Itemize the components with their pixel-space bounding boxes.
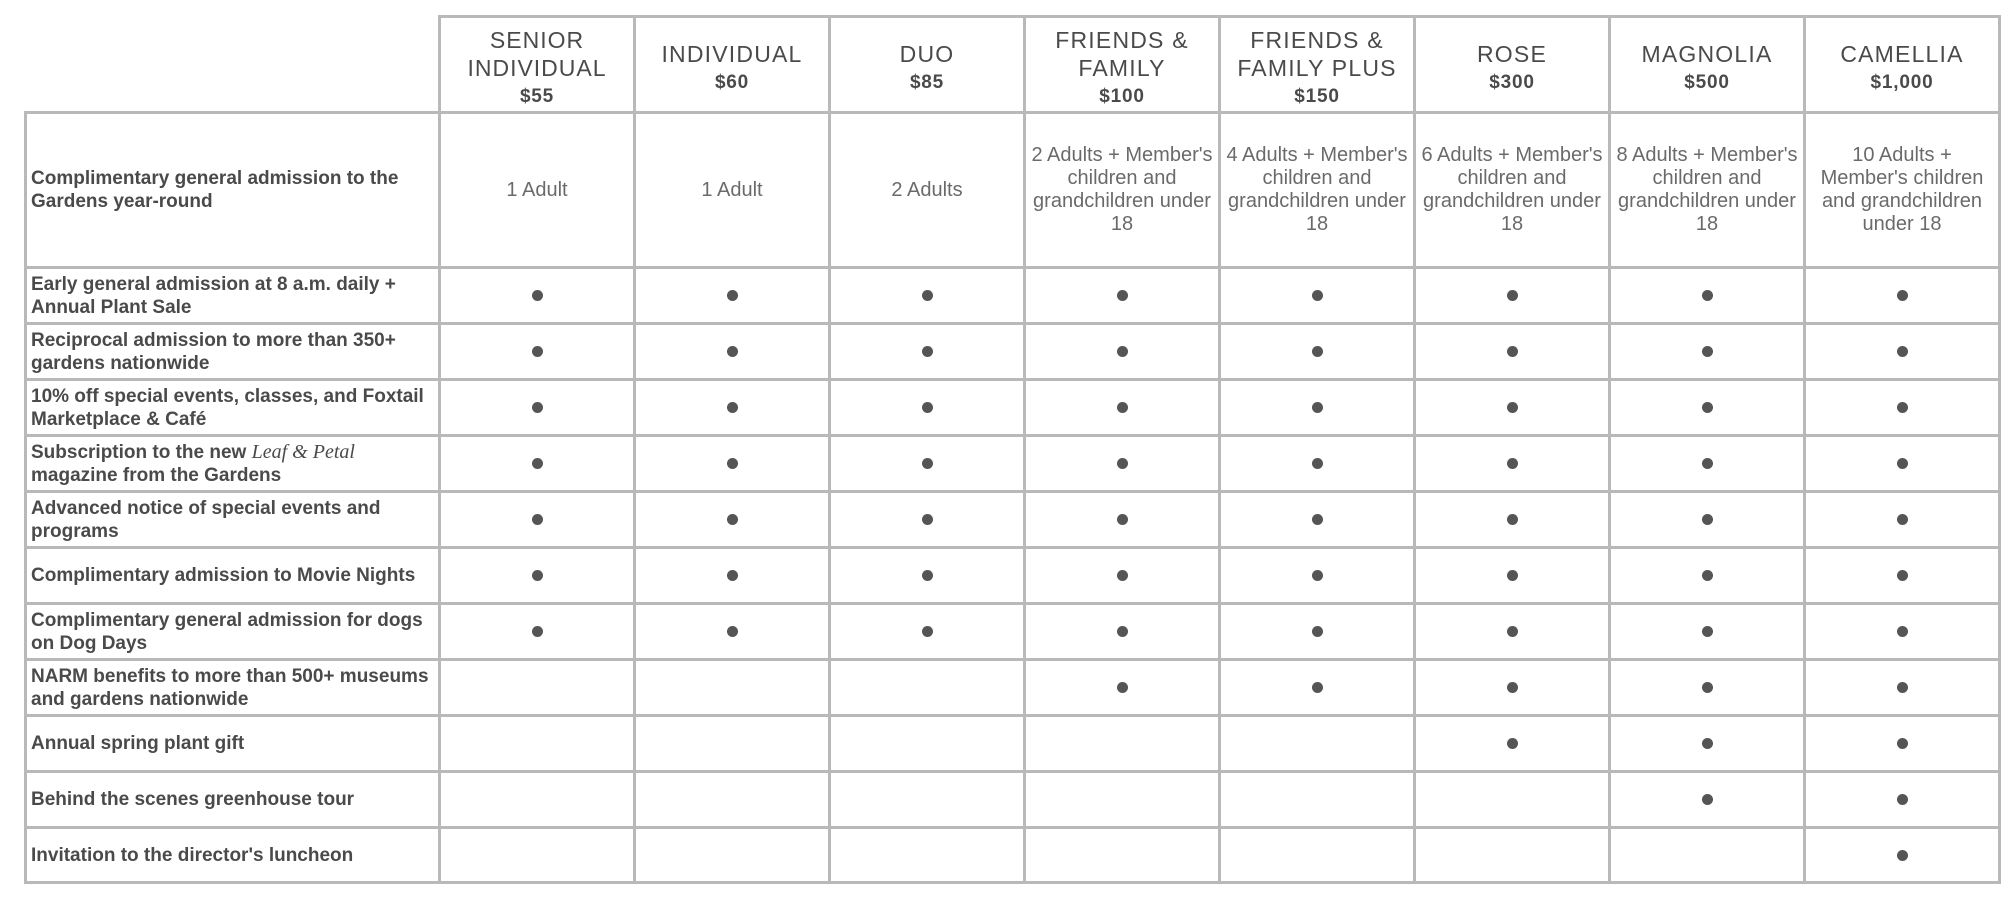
benefit-label-text: Subscription to the new [31, 441, 252, 463]
benefit-included-cell [830, 380, 1025, 436]
filled-dot-icon [1702, 682, 1713, 693]
benefit-included-cell [1220, 268, 1415, 324]
benefit-row [26, 772, 2000, 828]
benefit-included-cell [635, 604, 830, 660]
benefit-included-cell [1805, 268, 2000, 324]
benefit-empty-cell [1220, 772, 1415, 828]
benefit-included-cell [635, 380, 830, 436]
filled-dot-icon [1897, 570, 1908, 581]
filled-dot-icon [1702, 570, 1713, 581]
benefit-empty-cell [1610, 828, 1805, 883]
benefit-label: Early general admission at 8 a.m. daily + Annual Plant Sale [26, 268, 440, 324]
benefit-included-cell [1220, 548, 1415, 604]
filled-dot-icon [532, 514, 543, 525]
benefit-empty-cell [635, 772, 830, 828]
benefit-included-cell [1805, 380, 2000, 436]
filled-dot-icon [532, 402, 543, 413]
benefit-empty-cell [1415, 772, 1610, 828]
benefit-included-cell [635, 548, 830, 604]
filled-dot-icon [1897, 402, 1908, 413]
tier-price: $150 [1294, 85, 1340, 107]
filled-dot-icon [922, 514, 933, 525]
benefit-label: Reciprocal admission to more than 350+ gardens nationwide [26, 324, 440, 380]
benefit-included-cell [1805, 604, 2000, 660]
benefit-included-cell [635, 324, 830, 380]
benefit-included-cell [1805, 324, 2000, 380]
benefit-included-cell [1415, 492, 1610, 548]
benefit-included-cell [1805, 436, 2000, 492]
benefit-empty-cell [830, 772, 1025, 828]
benefit-included-cell [1610, 772, 1805, 828]
benefit-label: Complimentary general admission to the Gardens year-round [26, 113, 440, 268]
benefit-included-cell [1415, 716, 1610, 772]
benefit-rows [26, 113, 2000, 883]
filled-dot-icon [1702, 402, 1713, 413]
benefit-empty-cell [440, 716, 635, 772]
tier-header-magnolia [1610, 17, 1805, 113]
tier-name: SENIOR INDIVIDUAL [467, 26, 607, 81]
filled-dot-icon [1897, 290, 1908, 301]
tier-price: $500 [1684, 71, 1730, 93]
benefit-row [26, 548, 2000, 604]
filled-dot-icon [1897, 738, 1908, 749]
benefit-included-cell [1025, 660, 1220, 716]
tier-price: $55 [519, 85, 555, 107]
benefit-value: 6 Adults + Member's children and grandchildren under 18 [1415, 113, 1610, 268]
filled-dot-icon [727, 514, 738, 525]
filled-dot-icon [727, 570, 738, 581]
benefit-included-cell [830, 324, 1025, 380]
filled-dot-icon [1117, 626, 1128, 637]
filled-dot-icon [1507, 346, 1518, 357]
benefit-row [26, 113, 2000, 268]
filled-dot-icon [532, 570, 543, 581]
benefit-included-cell [1415, 660, 1610, 716]
magazine-title: Leaf & Petal [251, 440, 355, 463]
benefit-label [26, 436, 440, 492]
filled-dot-icon [727, 290, 738, 301]
benefit-included-cell [1610, 604, 1805, 660]
benefit-included-cell [440, 436, 635, 492]
benefit-value: 10 Adults + Member's children and grandchildren under 18 [1805, 113, 2000, 268]
benefit-label: Complimentary admission to Movie Nights [26, 548, 440, 604]
benefit-included-cell [1220, 324, 1415, 380]
benefit-empty-cell [830, 660, 1025, 716]
benefit-empty-cell [440, 828, 635, 883]
benefit-included-cell [440, 268, 635, 324]
filled-dot-icon [1312, 514, 1323, 525]
filled-dot-icon [1897, 682, 1908, 693]
benefit-included-cell [830, 268, 1025, 324]
benefit-included-cell [1610, 716, 1805, 772]
filled-dot-icon [1897, 626, 1908, 637]
benefit-label: NARM benefits to more than 500+ museums and gardens nationwide [26, 660, 440, 716]
filled-dot-icon [922, 290, 933, 301]
filled-dot-icon [922, 570, 933, 581]
benefit-label: Invitation to the director's luncheon [26, 828, 440, 883]
benefit-included-cell [635, 436, 830, 492]
benefit-included-cell [1220, 380, 1415, 436]
benefit-empty-cell [635, 828, 830, 883]
filled-dot-icon [1897, 794, 1908, 805]
filled-dot-icon [1507, 626, 1518, 637]
benefit-empty-cell [830, 716, 1025, 772]
filled-dot-icon [1702, 626, 1713, 637]
benefit-included-cell [830, 492, 1025, 548]
filled-dot-icon [1897, 850, 1908, 861]
benefit-included-cell [440, 324, 635, 380]
benefit-value: 2 Adults + Member's children and grandchildren under 18 [1025, 113, 1220, 268]
benefit-empty-cell [1025, 716, 1220, 772]
filled-dot-icon [532, 626, 543, 637]
benefit-included-cell [1220, 492, 1415, 548]
filled-dot-icon [1507, 402, 1518, 413]
filled-dot-icon [1702, 346, 1713, 357]
benefit-included-cell [1805, 492, 2000, 548]
benefit-included-cell [1610, 268, 1805, 324]
benefit-included-cell [1025, 604, 1220, 660]
tier-price: $100 [1099, 85, 1145, 107]
benefit-included-cell [830, 436, 1025, 492]
tier-name: CAMELLIA [1840, 40, 1964, 67]
tier-header-rose [1415, 17, 1610, 113]
benefit-empty-cell [440, 772, 635, 828]
filled-dot-icon [922, 402, 933, 413]
filled-dot-icon [922, 626, 933, 637]
benefit-included-cell [1025, 548, 1220, 604]
tier-header-friends-family-plus [1220, 17, 1415, 113]
benefit-label: Complimentary general admission for dogs on Dog Days [26, 604, 440, 660]
benefit-row [26, 660, 2000, 716]
benefit-included-cell [1805, 548, 2000, 604]
benefit-value: 1 Adult [440, 113, 635, 268]
benefit-included-cell [1610, 324, 1805, 380]
benefit-included-cell [440, 492, 635, 548]
benefit-included-cell [1805, 716, 2000, 772]
benefit-value: 2 Adults [830, 113, 1025, 268]
filled-dot-icon [1312, 458, 1323, 469]
filled-dot-icon [1312, 626, 1323, 637]
tier-price: $1,000 [1870, 71, 1934, 93]
filled-dot-icon [727, 402, 738, 413]
benefit-label: Behind the scenes greenhouse tour [26, 772, 440, 828]
filled-dot-icon [1507, 458, 1518, 469]
benefit-value: 8 Adults + Member's children and grandchildren under 18 [1610, 113, 1805, 268]
benefit-row [26, 436, 2000, 492]
benefit-included-cell [1025, 436, 1220, 492]
benefit-empty-cell [635, 660, 830, 716]
benefit-empty-cell [1025, 772, 1220, 828]
filled-dot-icon [727, 626, 738, 637]
benefit-included-cell [635, 268, 830, 324]
filled-dot-icon [1117, 570, 1128, 581]
filled-dot-icon [727, 458, 738, 469]
benefit-included-cell [830, 604, 1025, 660]
benefit-included-cell [635, 492, 830, 548]
filled-dot-icon [1117, 514, 1128, 525]
tier-header-senior-individual [440, 17, 635, 113]
benefit-value: 4 Adults + Member's children and grandchildren under 18 [1220, 113, 1415, 268]
benefit-empty-cell [1220, 828, 1415, 883]
benefit-label: 10% off special events, classes, and Foxtail Marketplace & Café [26, 380, 440, 436]
filled-dot-icon [1117, 682, 1128, 693]
benefit-empty-cell [635, 716, 830, 772]
filled-dot-icon [1117, 458, 1128, 469]
tier-name: FRIENDS & FAMILY PLUS [1237, 26, 1397, 81]
filled-dot-icon [532, 346, 543, 357]
tier-price: $85 [909, 71, 945, 93]
filled-dot-icon [1312, 682, 1323, 693]
filled-dot-icon [1312, 346, 1323, 357]
filled-dot-icon [922, 346, 933, 357]
benefit-label-text: magazine from the Gardens [31, 464, 282, 486]
benefit-included-cell [1220, 436, 1415, 492]
filled-dot-icon [532, 458, 543, 469]
benefit-row [26, 828, 2000, 883]
benefit-row [26, 324, 2000, 380]
filled-dot-icon [1507, 514, 1518, 525]
benefit-label: Advanced notice of special events and programs [26, 492, 440, 548]
tier-header-duo [830, 17, 1025, 113]
tier-price: $300 [1489, 71, 1535, 93]
filled-dot-icon [1897, 514, 1908, 525]
benefit-included-cell [1220, 660, 1415, 716]
filled-dot-icon [1117, 346, 1128, 357]
benefit-row [26, 492, 2000, 548]
filled-dot-icon [1312, 402, 1323, 413]
benefit-included-cell [1025, 268, 1220, 324]
header-corner [26, 17, 440, 113]
benefit-row [26, 380, 2000, 436]
benefit-included-cell [1610, 660, 1805, 716]
benefit-empty-cell [1220, 716, 1415, 772]
benefit-included-cell [1415, 268, 1610, 324]
tier-header-camellia [1805, 17, 2000, 113]
benefit-empty-cell [1025, 828, 1220, 883]
benefit-included-cell [1220, 604, 1415, 660]
filled-dot-icon [727, 346, 738, 357]
tier-name: FRIENDS & FAMILY [1055, 26, 1189, 81]
benefit-value: 1 Adult [635, 113, 830, 268]
benefit-included-cell [1025, 324, 1220, 380]
benefit-empty-cell [440, 660, 635, 716]
filled-dot-icon [922, 458, 933, 469]
benefit-included-cell [440, 604, 635, 660]
benefit-included-cell [1610, 380, 1805, 436]
tier-price: $60 [714, 71, 750, 93]
benefit-included-cell [440, 380, 635, 436]
benefit-included-cell [440, 548, 635, 604]
benefit-empty-cell [1415, 828, 1610, 883]
tier-name: MAGNOLIA [1641, 40, 1773, 67]
filled-dot-icon [1702, 738, 1713, 749]
filled-dot-icon [1702, 458, 1713, 469]
tier-header-friends-family [1025, 17, 1220, 113]
benefit-included-cell [1610, 436, 1805, 492]
filled-dot-icon [1702, 794, 1713, 805]
filled-dot-icon [1312, 570, 1323, 581]
filled-dot-icon [1117, 290, 1128, 301]
benefit-included-cell [1025, 492, 1220, 548]
filled-dot-icon [1897, 458, 1908, 469]
filled-dot-icon [1702, 514, 1713, 525]
filled-dot-icon [1897, 346, 1908, 357]
benefit-included-cell [1805, 660, 2000, 716]
benefit-included-cell [1415, 324, 1610, 380]
tier-name: INDIVIDUAL [661, 40, 803, 67]
benefit-row [26, 268, 2000, 324]
benefit-included-cell [1415, 380, 1610, 436]
benefit-included-cell [1415, 548, 1610, 604]
filled-dot-icon [1702, 290, 1713, 301]
tier-name: ROSE [1477, 40, 1547, 67]
benefit-included-cell [1805, 772, 2000, 828]
benefit-row [26, 716, 2000, 772]
filled-dot-icon [1507, 290, 1518, 301]
benefit-included-cell [1415, 604, 1610, 660]
membership-benefits-table [24, 15, 2001, 884]
filled-dot-icon [532, 290, 543, 301]
benefit-row [26, 604, 2000, 660]
benefit-included-cell [1805, 828, 2000, 883]
tier-name: DUO [899, 40, 955, 67]
benefit-included-cell [830, 548, 1025, 604]
filled-dot-icon [1117, 402, 1128, 413]
benefit-included-cell [1610, 548, 1805, 604]
benefit-included-cell [1610, 492, 1805, 548]
filled-dot-icon [1312, 290, 1323, 301]
filled-dot-icon [1507, 682, 1518, 693]
benefit-included-cell [1415, 436, 1610, 492]
benefit-label: Annual spring plant gift [26, 716, 440, 772]
filled-dot-icon [1507, 738, 1518, 749]
filled-dot-icon [1507, 570, 1518, 581]
tier-header-individual [635, 17, 830, 113]
benefit-empty-cell [830, 828, 1025, 883]
benefit-included-cell [1025, 380, 1220, 436]
